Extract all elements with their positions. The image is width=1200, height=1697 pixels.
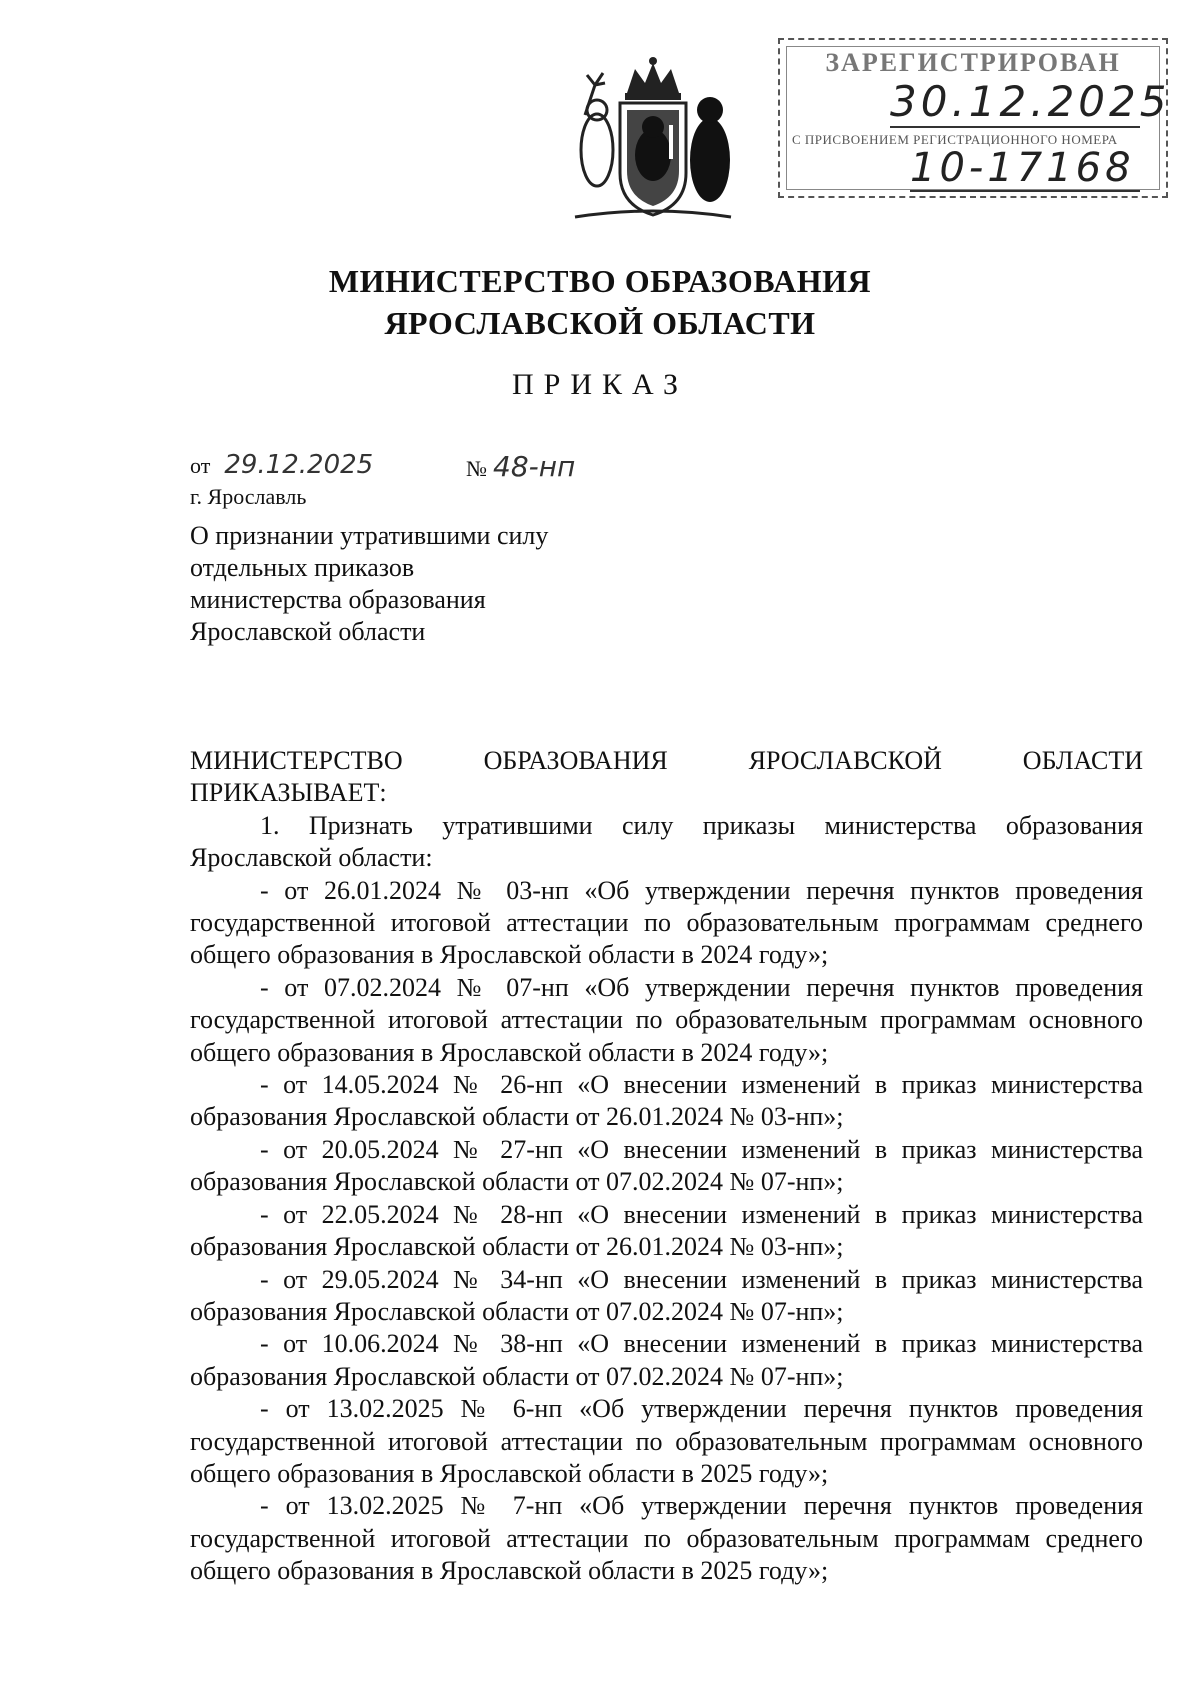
- subject-line-2: отдельных приказов: [190, 553, 415, 582]
- ministry-line-1: МИНИСТЕРСТВО ОБРАЗОВАНИЯ: [328, 263, 872, 299]
- decree-word-4: ОБЛАСТИ: [1022, 746, 1143, 775]
- decree-word-3: ЯРОСЛАВСКОЙ: [748, 746, 942, 775]
- list-item: - от 22.05.2024 № 28-нп «О внесении изменений в приказ министерства образования Ярославской области от 26.01.2024 № 03-нп»;: [190, 1199, 1143, 1262]
- order-body: [190, 745, 1143, 1588]
- stamp-title: ЗАРЕГИСТРИРОВАН: [825, 48, 1121, 77]
- coat-of-arms-emblem: [565, 55, 740, 225]
- list-item: - от 13.02.2025 № 6-нп «Об утверждении перечня пунктов проведения государственной итоговой аттестации по образовательным программам основного общего образования в Ярославской области в 2025 году»;: [190, 1394, 1143, 1488]
- date-value: 29.12.2025: [224, 450, 374, 480]
- decree-line: [190, 745, 1143, 777]
- decree-tail: ПРИКАЗЫВАЕТ:: [190, 778, 387, 808]
- document-type: ПРИКАЗ: [512, 368, 688, 401]
- list-item: - от 07.02.2024 № 07-нп «Об утверждении перечня пунктов проведения государственной итоговой аттестации по образовательным программам основного общего образования в Ярославской области в 2024 году»;: [190, 972, 1143, 1067]
- list-item: - от 26.01.2024 № 03-нп «Об утверждении перечня пунктов проведения государственной итоговой аттестации по образовательным программам среднего общего образования в Ярославской области в 2024 году»;: [190, 875, 1143, 970]
- stamp-number: 10-17168: [910, 146, 1140, 192]
- item-1: 1. Признать утратившими силу приказы министерства образования Ярославской области:: [190, 810, 1143, 873]
- order-subject: [190, 520, 548, 648]
- list-item: - от 14.05.2024 № 26-нп «О внесении изменений в приказ министерства образования Ярославской области от 26.01.2024 № 03-нп»;: [190, 1070, 1143, 1132]
- subject-line-1: О признании утратившими силу: [190, 521, 549, 550]
- number-value: 48-нп: [493, 450, 576, 483]
- subject-line-3: министерства образования: [190, 585, 486, 614]
- list-item: - от 20.05.2024 № 27-нп «О внесении изменений в приказ министерства образования Ярославской области от 07.02.2024 № 07-нп»;: [190, 1134, 1143, 1197]
- list-item: - от 29.05.2024 № 34-нп «О внесении изменений в приказ министерства образования Ярославской области от 07.02.2024 № 07-нп»;: [190, 1264, 1143, 1326]
- registration-stamp: [778, 38, 1171, 198]
- list-item: - от 13.02.2025 № 7-нп «Об утверждении перечня пунктов проведения государственной итоговой аттестации по образовательным программам среднего общего образования в Ярославской области в 2025 году»;: [190, 1491, 1143, 1586]
- decree-word-2: ОБРАЗОВАНИЯ: [483, 746, 668, 775]
- stamp-date: 30.12.2025: [890, 77, 1171, 126]
- subject-line-4: Ярославской области: [190, 617, 426, 646]
- list-item: - от 10.06.2024 № 38-нп «О внесении изменений в приказ министерства образования Ярославской области от 07.02.2024 № 07-нп»;: [190, 1329, 1143, 1391]
- number-prefix: №: [466, 456, 487, 481]
- date-prefix: от: [190, 453, 211, 478]
- stamp-subtitle: С ПРИСВОЕНИЕМ РЕГИСТРАЦИОННОГО НОМЕРА: [792, 132, 1118, 147]
- order-date: [190, 450, 373, 480]
- order-number: [466, 450, 575, 483]
- ministry-heading: [0, 260, 1200, 344]
- decree-word-1: МИНИСТЕРСТВО: [190, 746, 403, 775]
- ministry-line-2: ЯРОСЛАВСКОЙ ОБЛАСТИ: [384, 305, 816, 341]
- city: г. Ярославль: [190, 484, 307, 509]
